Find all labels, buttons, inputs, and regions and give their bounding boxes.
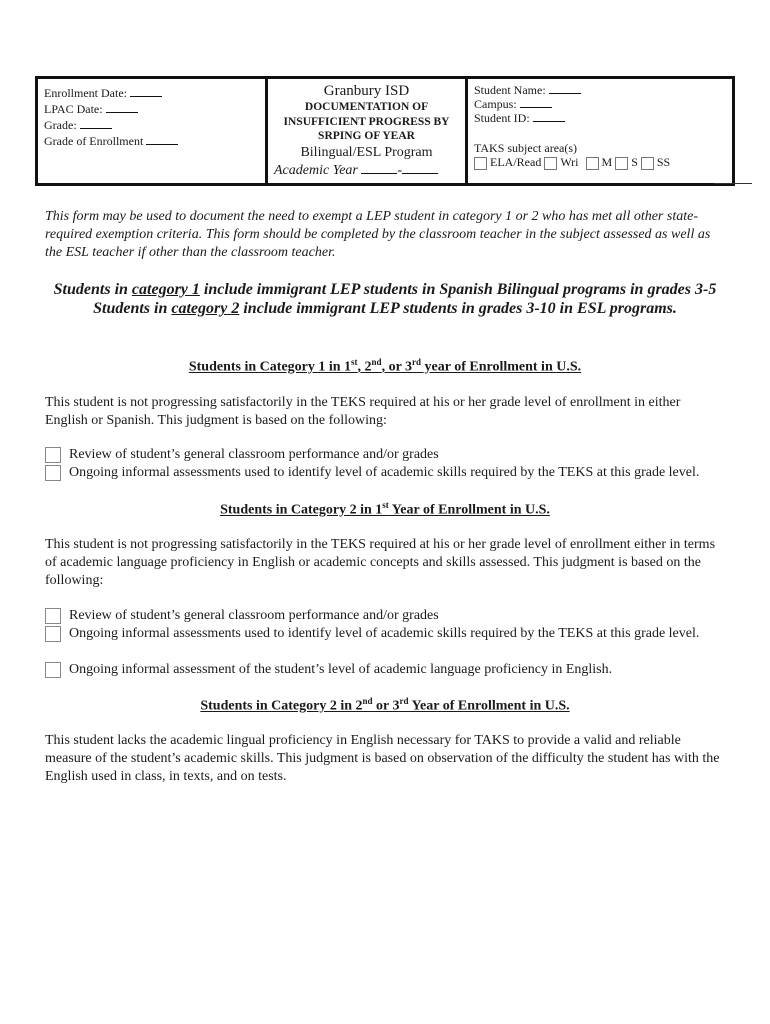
section-2-heading: Students in Category 2 in 1st Year of Enrollment in U.S.	[220, 500, 550, 518]
student-id-field[interactable]: Student ID:	[474, 111, 726, 125]
section-3-paragraph: This student lacks the academic lingual proficiency in English necessary for TAKS to provide a valid and reliable measure of the student’s academic skills. This judgment is based on observation of the difficulty the student has with the English used in class, in texts, and on tests.	[45, 733, 720, 784]
checkbox[interactable]	[45, 465, 61, 481]
document-title: DOCUMENTATION OF INSUFFICIENT PROGRESS BY SRPING OF YEAR	[283, 101, 450, 142]
campus-field[interactable]: Campus:	[474, 97, 726, 111]
grade-field[interactable]: Grade:	[44, 117, 259, 133]
grade-of-enrollment-blank[interactable]	[146, 134, 178, 145]
campus-blank[interactable]	[520, 97, 552, 108]
ela-read-checkbox[interactable]	[474, 157, 487, 170]
district-name: Granbury ISD	[323, 83, 410, 99]
section-2-check-3: Ongoing informal assessment of the student’s level of academic language proficiency in English.	[45, 661, 725, 679]
section-2-paragraph: This student is not progressing satisfactorily in the TEKS required at his or her grade level of enrollment either in terms of academic language proficiency in English or academic concepts and skills assessed. This judgment is based on the following:	[45, 537, 716, 588]
taks-subjects: ELA/Read Wri M S SS	[474, 155, 726, 170]
section-1-heading: Students in Category 1 in 1st, 2nd, or 3rd year of Enrollment in U.S.	[188, 357, 582, 375]
science-checkbox[interactable]	[615, 157, 628, 170]
header-left-cell	[38, 79, 268, 183]
corner-rule	[714, 183, 752, 184]
checkbox[interactable]	[45, 608, 61, 624]
category-definitions	[45, 280, 725, 318]
year-end-blank[interactable]	[402, 163, 438, 174]
checkbox[interactable]	[45, 447, 61, 463]
year-start-blank[interactable]	[361, 163, 397, 174]
checkbox[interactable]	[45, 626, 61, 642]
section-2-check-2: Ongoing informal assessments used to identify level of academic skills required by the TEKS at this grade level.	[45, 625, 725, 643]
math-checkbox[interactable]	[586, 157, 599, 170]
intro-text: This form may be used to document the need to exempt a LEP student in category 1 or 2 who has met all other state-required exemption criteria. This form should be completed by the classroom teacher in the subject assessed as well as the ESL teacher if other than the classroom teacher.	[45, 209, 711, 260]
section-3-heading: Students in Category 2 in 2nd or 3rd Year of Enrollment in U.S.	[200, 696, 570, 714]
taks-label: TAKS subject area(s)	[474, 141, 578, 155]
section-1-paragraph: This student is not progressing satisfactorily in the TEKS required at his or her grade level of enrollment in either English or Spanish. This judgment is based on the following:	[45, 395, 681, 428]
enrollment-date-blank[interactable]	[130, 86, 162, 97]
section-2-check-1: Review of student’s general classroom performance and/or grades	[45, 607, 725, 625]
header-right-cell	[468, 79, 732, 183]
grade-of-enrollment-field[interactable]: Grade of Enrollment	[44, 133, 259, 149]
student-name-field[interactable]: Student Name:	[474, 83, 726, 97]
checkbox[interactable]	[45, 662, 61, 678]
student-id-blank[interactable]	[533, 111, 565, 122]
section-1-check-1: Review of student’s general classroom performance and/or grades	[45, 446, 725, 464]
writing-checkbox[interactable]	[544, 157, 557, 170]
enrollment-date-field[interactable]: Enrollment Date:	[44, 85, 259, 101]
lpac-date-field[interactable]: LPAC Date:	[44, 101, 259, 117]
header-center-cell	[268, 79, 468, 183]
header-table	[35, 76, 735, 186]
program-name: Bilingual/ESL Program	[300, 144, 433, 160]
student-name-blank[interactable]	[549, 83, 581, 94]
category-1-definition: Students in category 1 include immigrant LEP students in Spanish Bilingual programs in grades 3-5	[53, 281, 717, 298]
lpac-date-blank[interactable]	[106, 102, 138, 113]
grade-blank[interactable]	[80, 118, 112, 129]
academic-year-field[interactable]: Academic Year -	[270, 162, 463, 180]
category-2-definition: Students in category 2 include immigrant LEP students in grades 3-10 in ESL programs.	[93, 300, 677, 317]
section-1-check-2: Ongoing informal assessments used to identify level of academic skills required by the TEKS at this grade level.	[45, 464, 725, 482]
social-studies-checkbox[interactable]	[641, 157, 654, 170]
